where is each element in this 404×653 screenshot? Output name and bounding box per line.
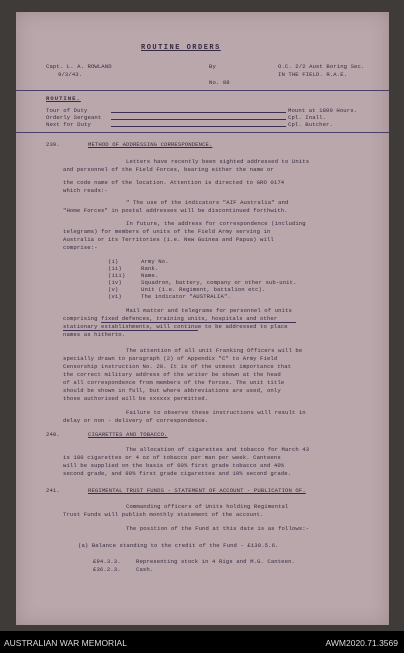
paragraph-line: Censorship instruction No. 28. It is of the utmost importance that	[63, 363, 292, 370]
paragraph-line: The position of the Fund at this date is as follows:-	[126, 525, 310, 532]
routine-heading: ROUTINE.	[46, 95, 81, 102]
paragraph-line: will be supplied on the basis of 60% first grade tobacco and 40%	[63, 462, 285, 469]
quote-line: " The use of the indicators "AIF Australia" and	[126, 199, 289, 206]
paragraph-line: should be shown in full, but where abbreviations are used, only	[63, 387, 281, 394]
paragraph-line: Trust Funds will publish monthly statement of the account.	[63, 511, 264, 518]
list-text: Squadron, battery, company or other sub-unit.	[141, 279, 297, 286]
paragraph-line: Mail matter and telegrams for personnel of units	[126, 307, 292, 314]
paragraph-line: delay or non - delivery of correspondence.	[63, 417, 209, 424]
item-heading: METHOD OF ADDRESSING CORRESPONDENCE.	[88, 141, 213, 148]
quote-line: Australia or its Territories (i.e. New Guinea and Papua) will	[63, 236, 274, 243]
header-divider	[16, 90, 389, 91]
fund-description: Cash.	[136, 566, 154, 573]
list-text: The indicator "AUSTRALIA".	[141, 293, 231, 300]
paragraph-line: is 180 cigarettes or 4 oz of tobacco per man per week. Canteens	[63, 454, 281, 461]
paragraph-line: stationary establishments, will continue to be addressed to place	[63, 323, 288, 330]
list-marker: (i)	[108, 258, 119, 265]
duty-leader-line	[111, 119, 286, 120]
item-number: 240.	[46, 431, 60, 438]
order-number: No. 88	[209, 79, 230, 86]
fund-balance: (a) Balance standing to the credit of the Fund - £130.5.6.	[78, 542, 279, 549]
paragraph-line: comprising fixed defences, training units, hospitals and other	[63, 315, 278, 322]
fund-description: Representing stock in 4 Rigs and M.G. Canteen.	[136, 558, 296, 565]
paragraph-line: Failure to observe these instructions will result in	[126, 409, 306, 416]
list-marker: (vi)	[108, 293, 122, 300]
document-page	[16, 12, 389, 625]
paragraph-line: names as hitherto.	[63, 331, 126, 338]
footer-accession-number: AWM2020.71.3569	[325, 638, 398, 648]
duty-value: Cpl. Butcher.	[288, 121, 333, 128]
routine-divider	[16, 132, 389, 133]
duty-value: Cpl. Inall.	[288, 114, 327, 121]
fund-amount: £94.3.3.	[93, 558, 121, 565]
duty-label: Tour of Duty	[46, 107, 88, 114]
list-text: Unit (i.e. Regiment, battalion etc).	[141, 286, 266, 293]
paragraph-line: Commanding officers of Units holding Regimental	[126, 503, 289, 510]
quote-line: In future, the address for correspondence (including	[126, 220, 306, 227]
paragraph-line: The attention of all unit Franking Officers will be	[126, 347, 303, 354]
archive-footer	[0, 631, 404, 653]
order-date: 9/3/43.	[58, 71, 83, 78]
duty-leader-line	[111, 126, 286, 127]
duty-label: Next for Duty	[46, 121, 91, 128]
paragraph-line: specially drawn to paragraph (2) of Appendix "C" to Army Field	[63, 355, 278, 362]
quote-line: telegrams) for members of units of the Field Army serving in	[63, 228, 271, 235]
by-label: By	[209, 63, 216, 70]
item-number: 241.	[46, 487, 60, 494]
unit-name: O.C. 2/2 Aust Boring Sec.	[278, 63, 365, 70]
officer-name: Capt. L. A. ROWLAND	[46, 63, 112, 70]
paragraph-line: Letters have recently been sighted addressed to Units	[126, 158, 310, 165]
footer-institution: AUSTRALIAN WAR MEMORIAL	[4, 638, 127, 648]
handwritten-underline	[101, 322, 296, 323]
list-marker: (ii)	[108, 265, 122, 272]
paragraph-line: and personnel of the Field Forces, bearing either the name or	[63, 166, 274, 173]
paragraph-line: The allocation of cigarettes and tobacco for March 43	[126, 446, 310, 453]
duty-value: Mount at 1800 Hours.	[288, 107, 358, 114]
list-text: Rank.	[141, 265, 159, 272]
list-marker: (iii)	[108, 272, 126, 279]
paragraph-line: those authorised will be xxxxxx permitted.	[63, 395, 209, 402]
item-heading: CIGARETTES AND TOBACCO.	[88, 431, 168, 438]
fund-amount: £36.2.3.	[93, 566, 121, 573]
duty-leader-line	[111, 112, 286, 113]
list-text: Name.	[141, 272, 159, 279]
list-marker: (iv)	[108, 279, 122, 286]
duty-label: Orderly Sergeant	[46, 114, 102, 121]
item-number: 239.	[46, 141, 60, 148]
quote-line: comprise:-	[63, 244, 98, 251]
handwritten-underline	[63, 330, 198, 331]
list-marker: (v)	[108, 286, 119, 293]
paragraph-line: of all correspondence from members of the forces. The unit title	[63, 379, 285, 386]
list-text: Army No.	[141, 258, 169, 265]
paragraph-line: second grade, and 90% first grade cigarettes and 10% second grade.	[63, 470, 292, 477]
paragraph-line: the correct military address of the writer be shown at the head	[63, 371, 281, 378]
paragraph-line: which reads:-	[63, 187, 108, 194]
item-heading: REGIMENTAL TRUST FUNDS - STATEMENT OF ACCOUNT - PUBLICATION OF.	[88, 487, 306, 494]
paragraph-line: the code name of the location. Attention is directed to GRO 0174	[63, 179, 285, 186]
unit-location: IN THE FIELD. R.A.E.	[278, 71, 348, 78]
quote-line: "Home Forces" in postal addresses will be discontinued forthwith.	[63, 207, 288, 214]
document-title: ROUTINE ORDERS	[141, 44, 221, 52]
